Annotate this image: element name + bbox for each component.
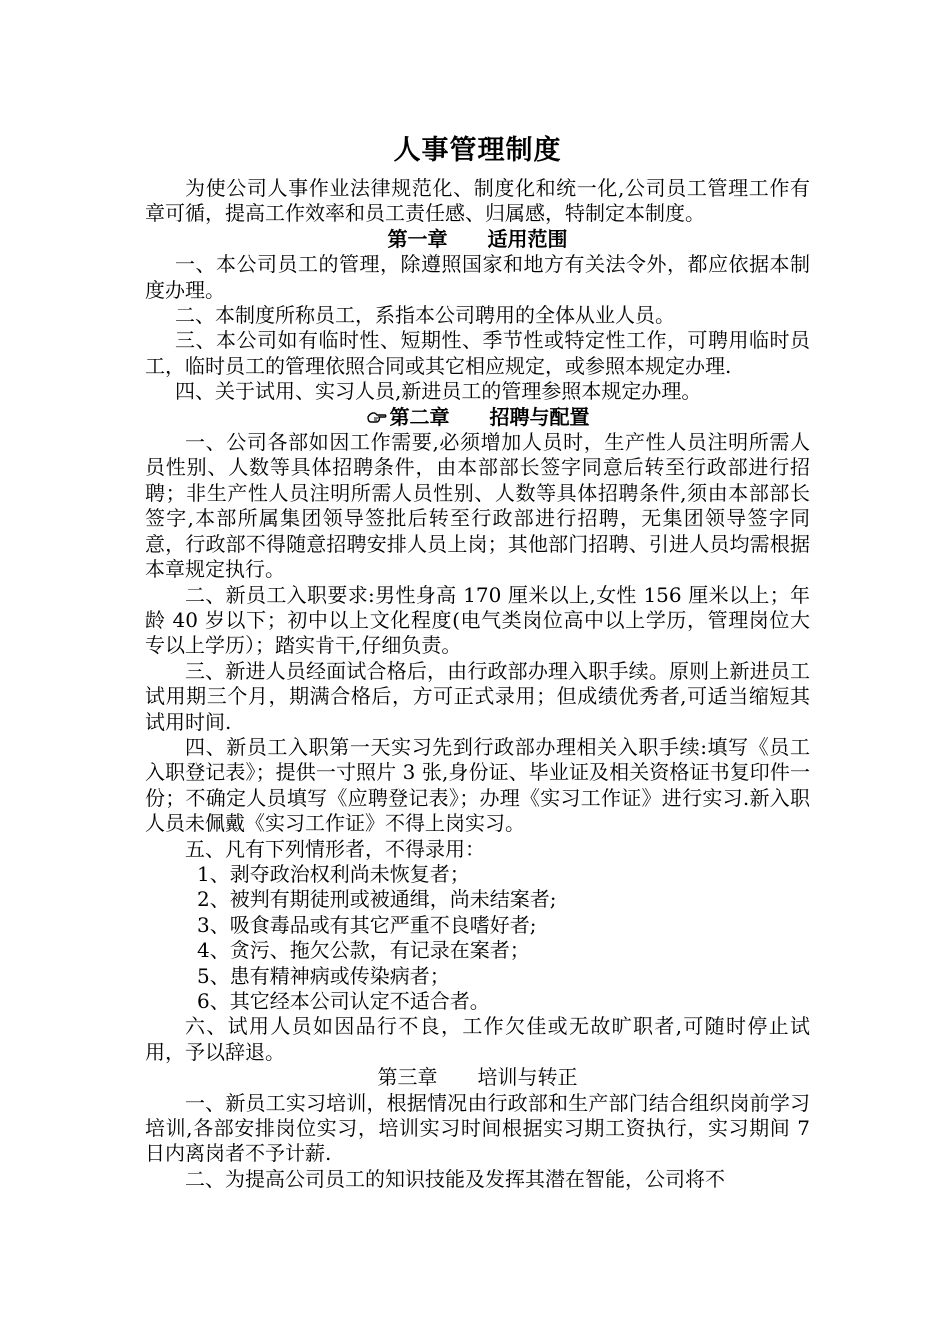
chapter-3-item: 二、为提高公司员工的知识技能及发挥其潜在智能，公司将不 [185, 1166, 725, 1191]
chapter-2-item: 三、新进人员经面试合格后，由行政部办理入职手续。原则上新进员工试用期三个月，期满合格后，方可正式录用；但成绩优秀者,可适当缩短其试用时间. [145, 658, 810, 734]
hand-pointer-icon [366, 405, 388, 430]
chapter-3-heading [145, 1065, 810, 1090]
chapter-1-item: 四、关于试用、实习人员,新进员工的管理参照本规定办理。 [175, 379, 702, 404]
document-title: 人事管理制度 [393, 135, 562, 166]
chapter-2-heading [145, 405, 810, 430]
chapter-2-item: 一、公司各部如因工作需要,必须增加人员时，生产性人员注明所需人员性别、人数等具体招聘条件，由本部部长签字同意后转至行政部进行招聘；非生产性人员注明所需人员性别、人数等具体招聘条件,须由本部部长签字,本部所属集团领导签批后转至行政部进行招聘，无集团领导签字同意，行政部不得随意招聘安排人员上岗；其他部门招聘、引进人员均需根据本章规定执行。 [145, 430, 810, 582]
chapter-1-number: 第一章 [387, 226, 448, 251]
chapter-2-item: 六、试用人员如因品行不良，工作欠佳或无故旷职者,可随时停止试用，予以辞退。 [145, 1014, 810, 1064]
exclusion-condition: 1、剥夺政治权利尚未恢复者； [197, 861, 470, 886]
intro-paragraph: 为使公司人事作业法律规范化、制度化和统一化,公司员工管理工作有章可循，提高工作效率和员工责任感、归属感，特制定本制度。 [145, 176, 810, 226]
chapter-1-name: 适用范围 [487, 226, 568, 251]
exclusion-condition: 2、被判有期徒刑或被通缉，尚未结案者; [197, 887, 557, 912]
chapter-3-item: 一、新员工实习培训，根据情况由行政部和生产部门结合组织岗前学习培训,各部安排岗位实习，培训实习时间根据实习期工资执行，实习期间 7 日内离岗者不予计薪. [145, 1090, 810, 1166]
exclusion-condition: 4、贪污、拖欠公款，有记录在案者； [197, 938, 530, 963]
chapter-1-item: 一、本公司员工的管理，除遵照国家和地方有关法令外，都应依据本制度办理。 [145, 252, 810, 302]
chapter-2-item: 二、新员工入职要求:男性身高 170 厘米以上,女性 156 厘米以上；年龄 40 岁以下；初中以上文化程度(电气类岗位高中以上学历，管理岗位大专以上学历）；踏实肯干,仔细负责。 [145, 582, 810, 658]
chapter-1-item: 三、本公司如有临时性、短期性、季节性或特定性工作，可聘用临时员工，临时员工的管理依照合同或其它相应规定，或参照本规定办理. [145, 328, 810, 378]
chapter-3-number: 第三章 [377, 1065, 438, 1090]
document-body [145, 130, 810, 1192]
chapter-2-item: 五、凡有下列情形者，不得录用： [185, 836, 485, 861]
chapter-2-name: 招聘与配置 [489, 404, 590, 429]
chapter-2-item: 四、新员工入职第一天实习先到行政部办理相关入职手续:填写《员工入职登记表》；提供一寸照片 3 张,身份证、毕业证及相关资格证书复印件一份；不确定人员填写《应聘登记表》；办理《实习工作证》进行实习.新入职人员未佩戴《实习工作证》不得上岗实习。 [145, 734, 810, 836]
chapter-3-name: 培训与转正 [477, 1065, 578, 1090]
chapter-1-item: 二、本制度所称员工，系指本公司聘用的全体从业人员。 [175, 303, 675, 328]
chapter-2-number: 第二章 [389, 404, 450, 429]
exclusion-condition: 5、患有精神病或传染病者； [197, 963, 450, 988]
chapter-1-heading [145, 227, 810, 252]
exclusion-condition: 3、吸食毒品或有其它严重不良嗜好者; [197, 912, 537, 937]
exclusion-condition: 6、其它经本公司认定不适合者。 [197, 989, 490, 1013]
